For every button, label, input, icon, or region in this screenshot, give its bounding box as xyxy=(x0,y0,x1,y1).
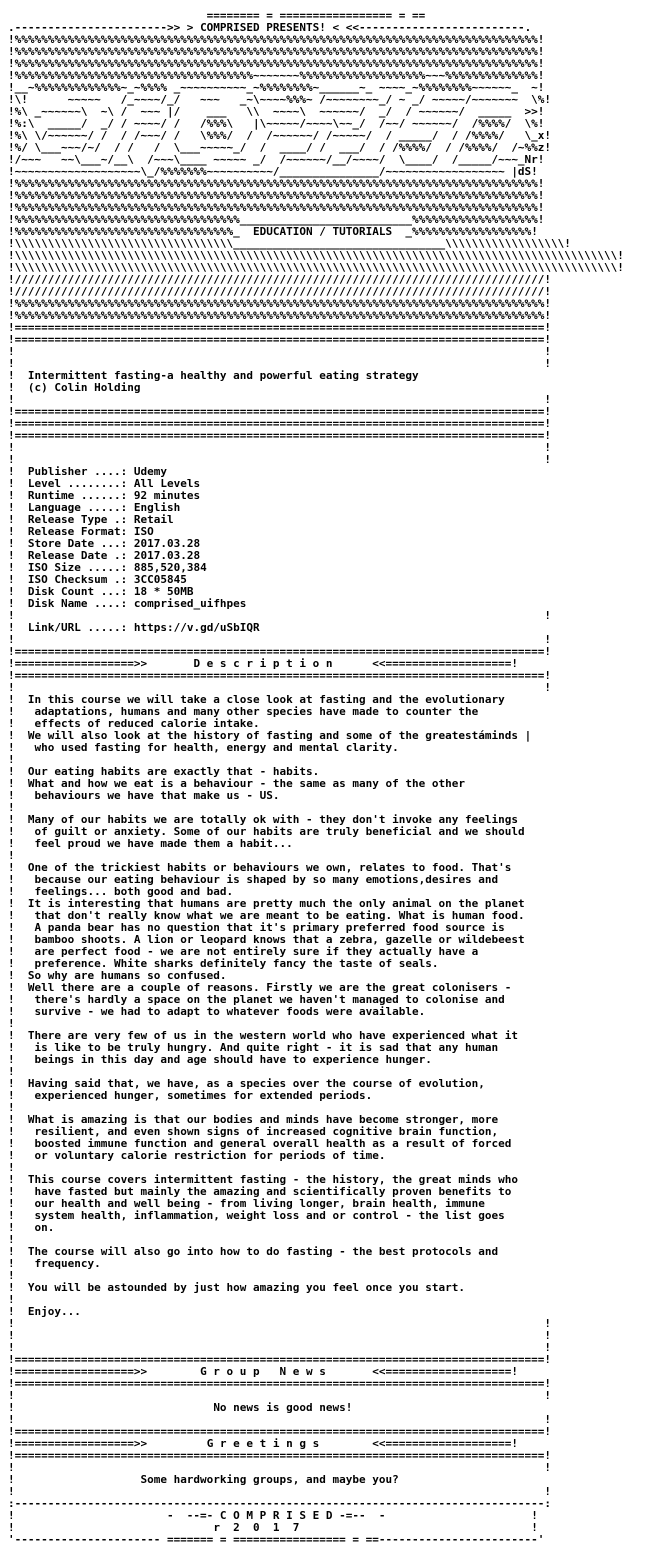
description-line: ! survive - we had to adapt to whatever foods were available. xyxy=(8,1005,426,1018)
description-text: beings in this day and age should have to experience hunger. xyxy=(27,1053,432,1066)
description-line: ! It is interesting that humans are pretty much the only animal on the planet xyxy=(8,897,525,910)
description-line: ! behaviours we have that make us - US. xyxy=(8,789,280,802)
banner-line: !////////////////////////////////////////////////////////////////////////////////! xyxy=(8,273,552,286)
greetings-line: ! Some hardworking groups, and maybe you? xyxy=(8,1473,399,1486)
description-line: ! xyxy=(8,1017,28,1030)
description-line: ! In this course we will take a close look at fasting and the evolutionary xyxy=(8,693,505,706)
info-label: Release Date .: xyxy=(27,549,128,562)
description-text: preference. White sharks definitely fancy the taste of seals. xyxy=(27,957,439,970)
description-line: ! Our eating habits are exactly that - habits. xyxy=(8,765,320,778)
description-text: bamboo shoots. A lion or leopard knows that a zebra, gazelle or wildebeest xyxy=(27,933,525,946)
spacer: ! ! xyxy=(8,1389,552,1402)
group-news-line: ! No news is good news! xyxy=(8,1401,353,1414)
logo-line: !/~~~ ~~\___~/__\ /~~~\____ ~~~~~ _/ /~~~~~~/__/~~~~/ \____/ /_____/~~~_Nr! xyxy=(8,153,545,166)
link-row: ! Link/URL .....: https://v.gd/uSbIQR xyxy=(8,621,260,634)
description-text: You will be astounded by just how amazing you feel once you start. xyxy=(27,1281,465,1294)
description-line: ! xyxy=(8,1233,28,1246)
info-value: 2017.03.28 xyxy=(133,549,201,562)
description-line: ! boosted immune function and general overall health as a result of forced xyxy=(8,1137,512,1150)
description-line: ! This course covers intermittent fasting - the history, the great minds who xyxy=(8,1173,518,1186)
info-row: ! ISO Size .....: 885,520,384 xyxy=(8,561,207,574)
info-row: ! ISO Checksum .: 3CC05845 xyxy=(8,573,187,586)
info-row: ! Publisher ....: Udemy xyxy=(8,465,167,478)
info-value: 18 * 50MB xyxy=(133,585,194,598)
description-text: system health, inflammation, weight loss and or control - the list goes xyxy=(27,1209,505,1222)
info-value: ISO xyxy=(133,525,154,538)
description-line: ! feel proud we have made them a habit... xyxy=(8,837,293,850)
divider: !================================================================================! xyxy=(8,429,552,442)
description-text: What is amazing is that our bodies and minds have become stronger, more xyxy=(27,1113,499,1126)
description-text: Many of our habits we are totally ok with - they don't invoke any feelings xyxy=(27,813,518,826)
section-header: EDUCATION / TUTORIALS xyxy=(253,225,393,238)
info-label: Runtime ......: xyxy=(27,489,128,502)
description-text: This course covers intermittent fasting - the history, the great minds who xyxy=(27,1173,518,1186)
logo-line: !%%%%%%%%%%%%%%%%%%%%%%%%%%%%%%%%%%%%%%%%%%%%%%%%%%%%%%%%%%%%%%%%%%%%%%%%%%%%%%%! xyxy=(8,201,545,214)
logo-line: !%%%%%%%%%%%%%%%%%%%%%%%%%%%%%%%%%%%%%%%%%%%%%%%%%%%%%%%%%%%%%%%%%%%%%%%%%%%%%%%! xyxy=(8,33,545,46)
description-line: ! are perfect food - we are not entirely sure if they actually have a xyxy=(8,945,479,958)
description-line: ! preference. White sharks definitely fancy the taste of seals. xyxy=(8,957,439,970)
info-row: ! Disk Count ...: 18 * 50MB xyxy=(8,585,194,598)
spacer: ! ! xyxy=(8,357,552,370)
description-text: there's hardly a space on the planet we haven't managed to colonise and xyxy=(27,993,505,1006)
description-line: ! Having said that, we have, as a species over the course of evolution, xyxy=(8,1077,485,1090)
logo-line: !%%%%%%%%%%%%%%%%%%%%%%%%%%%%%%%%%%%%%%%%%%%%%%%%%%%%%%%%%%%%%%%%%%%%%%%%%%%%%%%! xyxy=(8,45,545,58)
description-line: ! on. xyxy=(8,1221,55,1234)
footer-year: r 2 0 1 7 xyxy=(213,1521,300,1534)
logo-line: !~~~~~~~~~~~~~~~~~~~\_/%%%%%%%~~~~~~~~~~/_______________/~~~~~~~~~~~~~~~~~~ |dS! xyxy=(8,165,538,178)
description-line: ! xyxy=(8,1065,28,1078)
info-label: Level ........: xyxy=(27,477,128,490)
description-line: ! What and how we eat is a behaviour - the same as many of the other xyxy=(8,777,465,790)
description-text: feelings... both good and bad. xyxy=(27,885,234,898)
description-text: that don't really know what we are meant to be eating. What is human food. xyxy=(27,909,525,922)
description-header-line: !==================>> D e s c r i p t i o n <<===================! xyxy=(8,657,518,670)
logo-line: !%%%%%%%%%%%%%%%%%%%%%%%%%%%%%%%%%%%%~~~~~~~%%%%%%%%%%%%%%%%%%%~~~%%%%%%%%%%%%%%! xyxy=(8,69,545,82)
info-label: ISO Checksum .: xyxy=(27,573,128,586)
info-label: Publisher ....: xyxy=(27,465,128,478)
description-text: In this course we will take a close look at fasting and the evolutionary xyxy=(27,693,505,706)
description-text: have fasted but mainly the amazing and scientifically proven benefits to xyxy=(27,1185,512,1198)
description-line: ! xyxy=(8,1269,28,1282)
description-header: D e s c r i p t i o n xyxy=(193,657,333,670)
spacer: ! ! xyxy=(8,1329,552,1342)
description-text: So why are humans so confused. xyxy=(27,969,227,982)
info-label: Release Format: xyxy=(27,525,128,538)
description-line: ! have fasted but mainly the amazing and scientifically proven benefits to xyxy=(8,1185,512,1198)
group-news-header: G r o u p N e w s xyxy=(200,1365,326,1378)
copyright: (c) Colin Holding xyxy=(27,381,141,394)
logo-line: !%/ \___~~~/~/ / / / \___~~~~~_/ / ____/ / ___/ / /%%%%/ / /%%%%/ /~%%z! xyxy=(8,141,552,154)
description-line: ! of guilt or anxiety. Some of our habits are truly beneficial and we should xyxy=(8,825,525,838)
info-label: Disk Name ....: xyxy=(27,597,128,610)
info-value: Retail xyxy=(133,513,174,526)
divider: !================================================================================! xyxy=(8,1377,552,1390)
description-line: ! feelings... both good and bad. xyxy=(8,885,234,898)
description-text: of guilt or anxiety. Some of our habits are truly beneficial and we should xyxy=(27,825,525,838)
banner-line: !////////////////////////////////////////////////////////////////////////////////! xyxy=(8,285,552,298)
description-text: There are very few of us in the western world who have experienced what it xyxy=(27,1029,518,1042)
section-header-line: !%%%%%%%%%%%%%%%%%%%%%%%%%%%%%%%%%_ EDUCATION / TUTORIALS _%%%%%%%%%%%%%%%%%%! xyxy=(8,225,538,238)
release-name: Intermittent fasting-a healthy and powerful eating strategy xyxy=(27,369,419,382)
banner-line: !%%%%%%%%%%%%%%%%%%%%%%%%%%%%%%%%%%__________________________%%%%%%%%%%%%%%%%%%%! xyxy=(8,213,545,226)
description-text: Having said that, we have, as a species over the course of evolution, xyxy=(27,1077,485,1090)
footer-year-line: ! r 2 0 1 7 ! xyxy=(8,1521,538,1534)
info-value: 92 minutes xyxy=(133,489,201,502)
description-line: ! Many of our habits we are totally ok with - they don't invoke any feelings xyxy=(8,813,518,826)
logo-line: !__~%%%%%%%%%%%%%~_~%%%% _~~~~~~~~~~_~%%%%%%%%~______~_ ~~~~_~%%%%%%%%~~~~~~_ ~! xyxy=(8,81,545,94)
description-line: ! xyxy=(8,801,28,814)
info-label: ISO Size .....: xyxy=(27,561,128,574)
spacer: ! ! xyxy=(8,441,552,454)
description-text: It is interesting that humans are pretty much the only animal on the planet xyxy=(27,897,525,910)
divider: !================================================================================! xyxy=(8,321,552,334)
description-line: ! xyxy=(8,753,28,766)
spacer: ! ! xyxy=(8,681,552,694)
description-line: ! xyxy=(8,1293,28,1306)
info-row: ! Level ........: All Levels xyxy=(8,477,201,490)
description-line: ! who used fasting for health, energy and mental clarity. xyxy=(8,741,399,754)
info-row: ! Release Format: ISO xyxy=(8,525,154,538)
footer-name: C O M P R I S E D xyxy=(219,1509,333,1522)
description-text: We will also look at the history of fasting and some of the greatestáminds | xyxy=(27,729,532,742)
banner-line: !%%%%%%%%%%%%%%%%%%%%%%%%%%%%%%%%%%%%%%%%%%%%%%%%%%%%%%%%%%%%%%%%%%%%%%%%%%%%%%%%! xyxy=(8,297,552,310)
description-text: One of the trickiest habits or behaviours we own, relates to food. That's xyxy=(27,861,512,874)
info-row: ! Release Date .: 2017.03.28 xyxy=(8,549,201,562)
logo-line: !%%%%%%%%%%%%%%%%%%%%%%%%%%%%%%%%%%%%%%%%%%%%%%%%%%%%%%%%%%%%%%%%%%%%%%%%%%%%%%%! xyxy=(8,57,545,70)
info-row: ! Language .....: English xyxy=(8,501,181,514)
description-line: ! The course will also go into how to do fasting - the best protocols and xyxy=(8,1245,499,1258)
description-line: ! xyxy=(8,849,28,862)
description-line: ! Well there are a couple of reasons. Firstly we are the great colonisers - xyxy=(8,981,512,994)
copyright-line: ! (c) Colin Holding xyxy=(8,381,141,394)
release-name-line: ! Intermittent fasting-a healthy and powerful eating strategy xyxy=(8,369,419,382)
info-row: ! Release Type .: Retail xyxy=(8,513,174,526)
divider: !================================================================================! xyxy=(8,669,552,682)
description-text: feel proud we have made them a habit... xyxy=(27,837,293,850)
spacer: ! ! xyxy=(8,1485,552,1498)
description-line: ! there's hardly a space on the planet we haven't managed to colonise and xyxy=(8,993,505,1006)
description-line: ! effects of reduced calorie intake. xyxy=(8,717,260,730)
description-text: our health and well being - from living longer, brain health, immune xyxy=(27,1197,485,1210)
info-row: ! Disk Name ....: comprised_uifhpes xyxy=(8,597,247,610)
info-label: Release Type .: xyxy=(27,513,128,526)
description-line: ! beings in this day and age should have to experience hunger. xyxy=(8,1053,432,1066)
bottom-border: '---------------------- ======= = ================= = ==------------------------' xyxy=(8,1533,545,1546)
spacer: ! ! xyxy=(8,1461,552,1474)
banner-line: !%%%%%%%%%%%%%%%%%%%%%%%%%%%%%%%%%%%%%%%%%%%%%%%%%%%%%%%%%%%%%%%%%%%%%%%%%%%%%%%%! xyxy=(8,309,552,322)
logo-line: !%\ \/~~~~~~/ / / /~~~/ / \%%%/ / /~~~~~~/ /~~~~~/ / _____/ / /%%%%/ \_x! xyxy=(8,129,552,142)
description-text: frequency. xyxy=(27,1257,101,1270)
info-value: English xyxy=(133,501,181,514)
description-text: is like to be truly hungry. And quite right - it is sad that any human xyxy=(27,1041,499,1054)
info-label: Store Date ...: xyxy=(27,537,128,550)
info-row: ! Runtime ......: 92 minutes xyxy=(8,489,201,502)
info-value: comprised_uifhpes xyxy=(133,597,247,610)
greetings-header-line: !==================>> G r e e t i n g s <<===================! xyxy=(8,1437,518,1450)
description-text: behaviours we have that make us - US. xyxy=(27,789,280,802)
description-text: on. xyxy=(27,1221,55,1234)
description-text: who used fasting for health, energy and mental clarity. xyxy=(27,741,399,754)
top-border: ======== = ================= = == xyxy=(8,9,545,22)
description-line: ! There are very few of us in the western world who have experienced what it xyxy=(8,1029,518,1042)
description-line: ! our health and well being - from living longer, brain health, immune xyxy=(8,1197,485,1210)
description-text: boosted immune function and general overall health as a result of forced xyxy=(27,1137,512,1150)
description-line: ! frequency. xyxy=(8,1257,101,1270)
spacer: ! ! xyxy=(8,453,552,466)
description-text: because our eating behaviour is shaped by so many emotions,desires and xyxy=(27,873,499,886)
info-label: Language .....: xyxy=(27,501,128,514)
title-line: .----------------------->> > COMPRISED PRESENTS! < <<-------------------------. xyxy=(8,21,532,34)
description-line: ! or voluntary calorie restriction for periods of time. xyxy=(8,1149,386,1162)
divider: !================================================================================! xyxy=(8,1353,552,1366)
description-text: A panda bear has no question that it's primary preferred food source is xyxy=(27,921,505,934)
info-label: Disk Count ...: xyxy=(27,585,128,598)
description-line: ! bamboo shoots. A lion or leopard knows that a zebra, gazelle or wildebeest xyxy=(8,933,525,946)
logo-line: !%\ _~~~~~~\ ~\ / ~~~ |/ ___ \\ ~~~~\ ~~~~~~/ _/ / ~~~~~~/ _____ >>! xyxy=(8,105,545,118)
description-line: ! adaptations, humans and many other species have made to counter the xyxy=(8,705,479,718)
description-line: ! We will also look at the history of fasting and some of the greatestáminds | xyxy=(8,729,532,742)
spacer: ! ! xyxy=(8,1341,552,1354)
link-label: Link/URL .....: xyxy=(27,621,128,634)
description-text: resilient, and even shown signs of increased cognitive brain function, xyxy=(27,1125,499,1138)
banner-line: !\\\\\\\\\\\\\\\\\\\\\\\\\\\\\\\\\\\\\\\\\\\\\\\\\\\\\\\\\\\\\\\\\\\\\\\\\\\\\\\\\\\\\\\\\\\! xyxy=(8,261,624,274)
spacer: ! ! xyxy=(8,393,552,406)
description-line: ! resilient, and even shown signs of increased cognitive brain function, xyxy=(8,1125,499,1138)
description-text: What and how we eat is a behaviour - the same as many of the other xyxy=(27,777,465,790)
greetings-text: Some hardworking groups, and maybe you? xyxy=(140,1473,399,1486)
description-line: ! xyxy=(8,1101,28,1114)
info-row: ! Store Date ...: 2017.03.28 xyxy=(8,537,201,550)
info-value: 3CC05845 xyxy=(133,573,187,586)
description-line: ! is like to be truly hungry. And quite right - it is sad that any human xyxy=(8,1041,499,1054)
title-text: COMPRISED PRESENTS! xyxy=(200,21,326,34)
description-line: ! So why are humans so confused. xyxy=(8,969,227,982)
greetings-header: G r e e t i n g s xyxy=(206,1437,320,1450)
description-text: Enjoy... xyxy=(27,1305,81,1318)
description-text: survive - we had to adapt to whatever foods were available. xyxy=(27,1005,426,1018)
spacer: ! ! xyxy=(8,1317,552,1330)
group-news-header-line: !==================>> G r o u p N e w s <<===================! xyxy=(8,1365,518,1378)
description-line: ! xyxy=(8,1161,28,1174)
spacer: ! ! xyxy=(8,633,552,646)
description-text: Well there are a couple of reasons. Firstly we are the great colonisers - xyxy=(27,981,512,994)
spacer: ! ! xyxy=(8,345,552,358)
divider: !================================================================================! xyxy=(8,1425,552,1438)
description-line: ! because our eating behaviour is shaped by so many emotions,desires and xyxy=(8,873,499,886)
divider: !================================================================================! xyxy=(8,1449,552,1462)
description-line: ! that don't really know what we are meant to be eating. What is human food. xyxy=(8,909,525,922)
banner-line: !\\\\\\\\\\\\\\\\\\\\\\\\\\\\\\\\\\\\\\\\\\\\\\\\\\\\\\\\\\\\\\\\\\\\\\\\\\\\\\\\\\\\\\\\\\\! xyxy=(8,249,624,262)
footer-name-line: ! - --=- C O M P R I S E D -=-- - ! xyxy=(8,1509,538,1522)
description-line: ! Enjoy... xyxy=(8,1305,81,1318)
info-value: 2017.03.28 xyxy=(133,537,201,550)
logo-line: !%%%%%%%%%%%%%%%%%%%%%%%%%%%%%%%%%%%%%%%%%%%%%%%%%%%%%%%%%%%%%%%%%%%%%%%%%%%%%%%! xyxy=(8,189,545,202)
divider: !================================================================================! xyxy=(8,645,552,658)
description-line: ! One of the trickiest habits or behaviours we own, relates to food. That's xyxy=(8,861,512,874)
description-line: ! system health, inflammation, weight loss and or control - the list goes xyxy=(8,1209,505,1222)
info-value: All Levels xyxy=(133,477,201,490)
description-text: The course will also go into how to do fasting - the best protocols and xyxy=(27,1245,499,1258)
divider: !================================================================================! xyxy=(8,405,552,418)
description-line: ! experienced hunger, sometimes for extended periods. xyxy=(8,1089,373,1102)
description-line: ! What is amazing is that our bodies and minds have become stronger, more xyxy=(8,1113,499,1126)
divider: !================================================================================! xyxy=(8,417,552,430)
description-text: experienced hunger, sometimes for extended periods. xyxy=(27,1089,373,1102)
description-text: effects of reduced calorie intake. xyxy=(27,717,260,730)
logo-line: !%:\ _____/ _/ / ~~~~/ / /%%%\ |\~~~~~/~~~~\~~_/ /~~/ ~~~~~~/ /%%%%/ \%! xyxy=(8,117,545,130)
banner-line: !\\\\\\\\\\\\\\\\\\\\\\\\\\\\\\\\\________________________________\\\\\\\\\\\\\\\\\\! xyxy=(8,237,571,250)
spacer: ! ! xyxy=(8,609,552,622)
description-text: adaptations, humans and many other species have made to counter the xyxy=(27,705,479,718)
info-value: 885,520,384 xyxy=(133,561,207,574)
footer-border: :--------------------------------------------------------------------------------: xyxy=(8,1497,552,1510)
info-value: Udemy xyxy=(133,465,167,478)
divider: !================================================================================! xyxy=(8,333,552,346)
description-text: or voluntary calorie restriction for periods of time. xyxy=(27,1149,386,1162)
description-text: are perfect food - we are not entirely sure if they actually have a xyxy=(27,945,479,958)
spacer: ! ! xyxy=(8,1413,552,1426)
description-line: ! A panda bear has no question that it's primary preferred food source is xyxy=(8,921,505,934)
description-text: Our eating habits are exactly that - habits. xyxy=(27,765,320,778)
description-line: ! You will be astounded by just how amazing you feel once you start. xyxy=(8,1281,465,1294)
link-url[interactable]: https://v.gd/uSbIQR xyxy=(133,621,260,634)
logo-line: !\! ~~~~~ /_~~~~/_/ ~~~ _~\~~~~%%%~ /~~~~~~~~_/ ~ _/ ~~~~~/~~~~~~~ \%! xyxy=(8,93,552,106)
group-news-text: No news is good news! xyxy=(213,1401,353,1414)
logo-line: !%%%%%%%%%%%%%%%%%%%%%%%%%%%%%%%%%%%%%%%%%%%%%%%%%%%%%%%%%%%%%%%%%%%%%%%%%%%%%%%! xyxy=(8,177,545,190)
